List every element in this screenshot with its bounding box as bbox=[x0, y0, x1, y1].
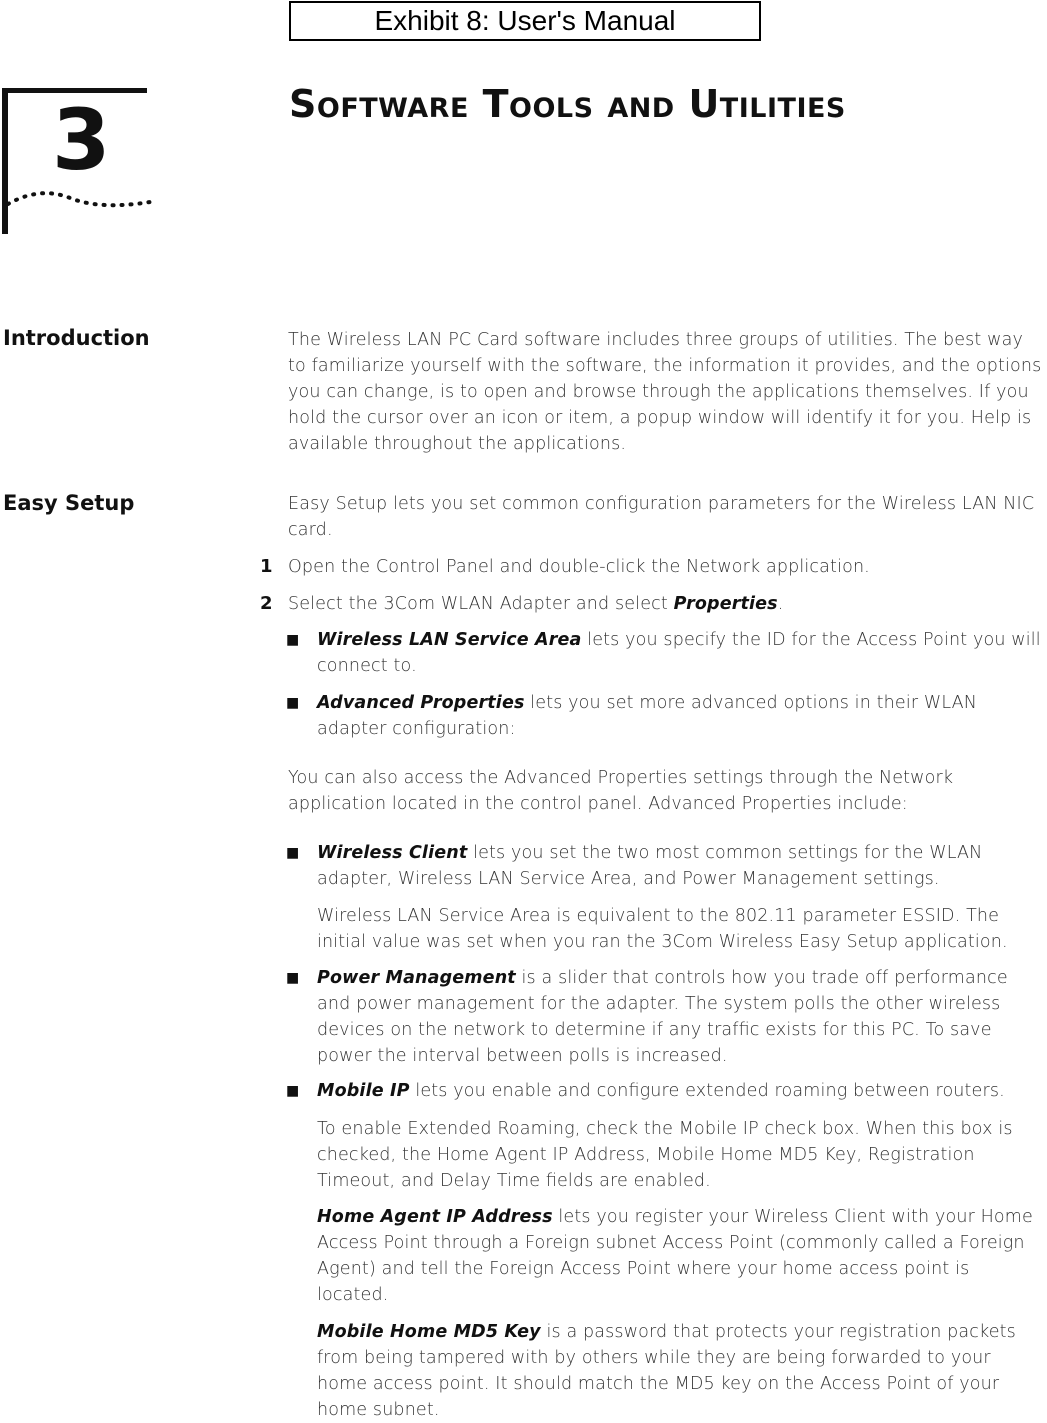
properties-term: Properties bbox=[673, 594, 778, 614]
extended-roaming-paragraph: To enable Extended Roaming, check the Mobile IP check box. When this box is checked, the Home Agent IP Address, Mobile Home MD5 Key, Registration Timeout, and Delay Time ﬁelds are enabled. bbox=[317, 1119, 1013, 1191]
bullet-advanced-properties bbox=[317, 690, 1046, 742]
bullet-marker: ■ bbox=[286, 845, 300, 861]
bullet-mobile-ip bbox=[317, 1078, 1046, 1104]
wireless-client-term: Wireless Client bbox=[317, 843, 468, 863]
power-management-term: Power Management bbox=[317, 968, 516, 988]
wireless-client-note: Wireless LAN Service Area is equivalent to the 802.11 parameter ESSID. The initial value was set when you ran the 3Com Wireless Easy Setup application. bbox=[317, 906, 1008, 952]
mobile-ip-text: lets you enable and conﬁgure extended roaming between routers. bbox=[409, 1081, 1005, 1101]
step-2-end: . bbox=[777, 594, 784, 614]
bullet-marker: ■ bbox=[286, 632, 300, 648]
step-2-lead: Select the 3Com WLAN Adapter and select bbox=[288, 594, 674, 614]
step-1-text: Open the Control Panel and double-click the Network application. bbox=[288, 557, 870, 577]
step-2-text bbox=[288, 591, 1046, 617]
introduction-heading: Introduction bbox=[3, 326, 150, 350]
advanced-properties-term: Advanced Properties bbox=[317, 693, 525, 713]
chapter-title: Software Tools and Utilities bbox=[289, 82, 846, 126]
md5-key-text: is a password that protects your registration packets from being tampered with by others while they are being forwarded to your home access point. It should match the MD5 key on the Access Point of your home subnet. bbox=[317, 1322, 1016, 1420]
introduction-paragraph: The Wireless LAN PC Card software includes three groups of utilities. The best way to familiarize yourself with the software, the information it provides, and the options you can change, is to open and browse through the applications themselves. If you hold the cursor over an icon or item, a popup window will identify it for you. Help is available throughout the applications. bbox=[288, 330, 1042, 454]
easy-setup-intro: Easy Setup lets you set common conﬁguration parameters for the Wireless LAN NIC card. bbox=[288, 494, 1035, 540]
md5-key-paragraph bbox=[317, 1319, 1046, 1423]
step-2-number: 2 bbox=[260, 593, 273, 614]
bullet-power-management bbox=[317, 965, 1046, 1069]
bullet-marker: ■ bbox=[286, 695, 300, 711]
advanced-properties-text: lets you set more advanced options in their WLAN adapter conﬁguration: bbox=[317, 693, 978, 739]
wireless-client-text: lets you set the two most common settings for the WLAN adapter, Wireless LAN Service Area, and Power Management settings. bbox=[317, 843, 983, 889]
exhibit-label: Exhibit 8: User's Manual bbox=[289, 1, 761, 41]
bullet-wireless-client bbox=[317, 840, 1046, 892]
home-agent-paragraph bbox=[317, 1204, 1046, 1308]
mobile-ip-term: Mobile IP bbox=[317, 1081, 410, 1101]
md5-key-term: Mobile Home MD5 Key bbox=[317, 1322, 541, 1342]
chapter-number: 3 bbox=[52, 91, 111, 189]
step-1-number: 1 bbox=[260, 556, 273, 577]
advanced-properties-paragraph: You can also access the Advanced Properties settings through the Network application located in the control panel. Advanced Properties include: bbox=[288, 768, 954, 814]
bullet-marker: ■ bbox=[286, 1083, 300, 1099]
easy-setup-heading: Easy Setup bbox=[3, 491, 135, 515]
home-agent-term: Home Agent IP Address bbox=[317, 1207, 553, 1227]
bullet-service-area bbox=[317, 627, 1046, 679]
service-area-text: lets you specify the ID for the Access Point you will connect to. bbox=[317, 630, 1041, 676]
service-area-term: Wireless LAN Service Area bbox=[317, 630, 582, 650]
home-agent-text: lets you register your Wireless Client with your Home Access Point through a Foreign subnet Access Point (commonly called a Foreign Agent) and tell the Foreign Access Point where your home access point is located. bbox=[317, 1207, 1033, 1305]
power-management-text: is a slider that controls how you trade off performance and power management for the adapter. The system polls the other wireless devices on the network to determine if any trafﬁc exists for this PC. To save power the interval between polls is increased. bbox=[317, 968, 1008, 1066]
bullet-marker: ■ bbox=[286, 970, 300, 986]
